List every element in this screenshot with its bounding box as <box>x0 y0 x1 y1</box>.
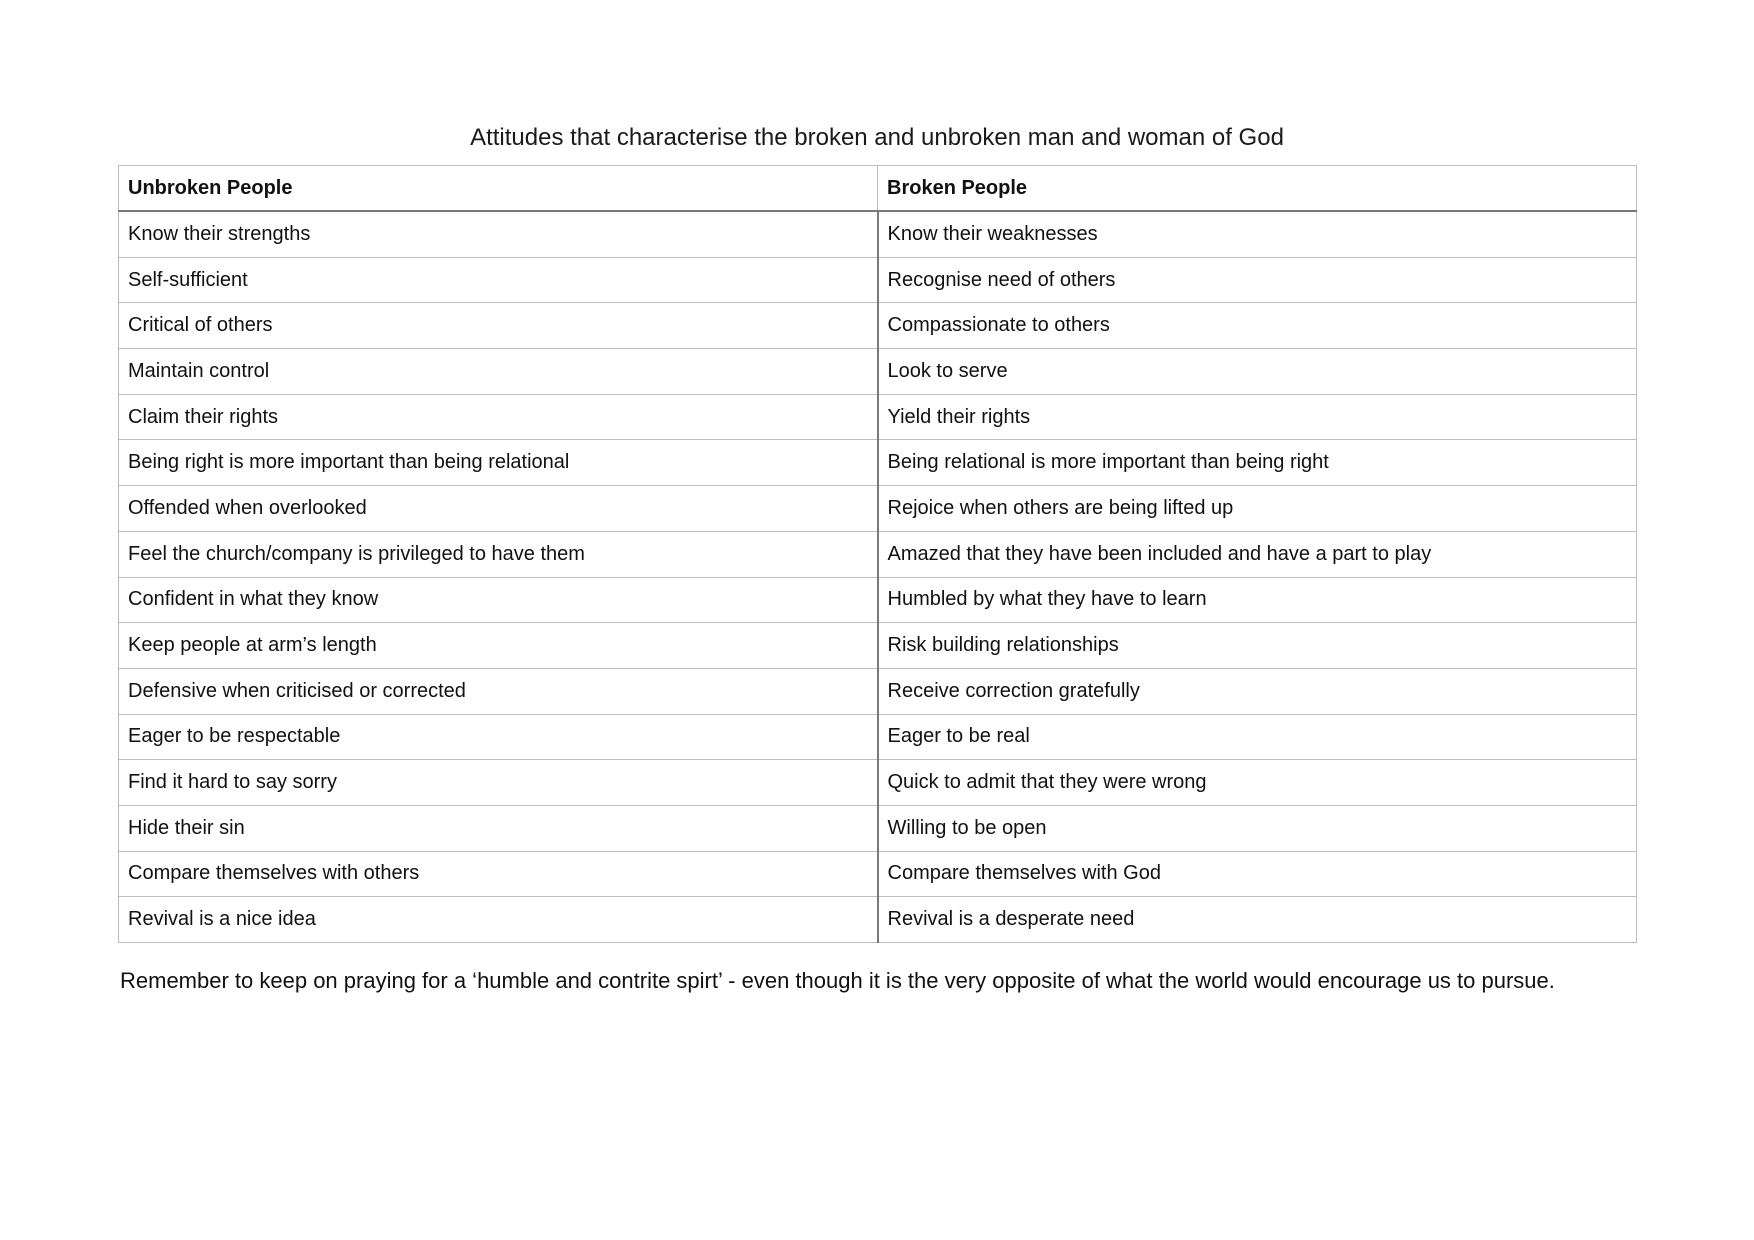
table-row <box>119 668 1637 714</box>
unbroken-attitude-cell: Feel the church/company is privileged to have them <box>119 531 878 577</box>
table-row <box>119 257 1637 303</box>
broken-attitude-cell: Revival is a desperate need <box>878 897 1637 943</box>
unbroken-attitude-cell: Being right is more important than being relational <box>119 440 878 486</box>
unbroken-attitude-cell: Confident in what they know <box>119 577 878 623</box>
table-header-row <box>119 166 1637 212</box>
broken-attitude-cell: Eager to be real <box>878 714 1637 760</box>
table-row <box>119 394 1637 440</box>
unbroken-attitude-cell: Know their strengths <box>119 211 878 257</box>
broken-attitude-cell: Yield their rights <box>878 394 1637 440</box>
table-row <box>119 349 1637 395</box>
table-row <box>119 486 1637 532</box>
unbroken-attitude-cell: Eager to be respectable <box>119 714 878 760</box>
unbroken-attitude-cell: Revival is a nice idea <box>119 897 878 943</box>
broken-attitude-cell: Compare themselves with God <box>878 851 1637 897</box>
broken-attitude-cell: Quick to admit that they were wrong <box>878 760 1637 806</box>
broken-attitude-cell: Being relational is more important than being right <box>878 440 1637 486</box>
broken-attitude-cell: Rejoice when others are being lifted up <box>878 486 1637 532</box>
attitudes-table <box>118 165 1637 943</box>
unbroken-attitude-cell: Compare themselves with others <box>119 851 878 897</box>
unbroken-attitude-cell: Defensive when criticised or corrected <box>119 668 878 714</box>
broken-attitude-cell: Risk building relationships <box>878 623 1637 669</box>
table-row <box>119 211 1637 257</box>
unbroken-attitude-cell: Maintain control <box>119 349 878 395</box>
broken-attitude-cell: Look to serve <box>878 349 1637 395</box>
table-row <box>119 760 1637 806</box>
column-header-unbroken: Unbroken People <box>119 166 878 212</box>
table-row <box>119 623 1637 669</box>
table-row <box>119 714 1637 760</box>
broken-attitude-cell: Willing to be open <box>878 805 1637 851</box>
table-row <box>119 577 1637 623</box>
table-row <box>119 805 1637 851</box>
table-row <box>119 531 1637 577</box>
broken-attitude-cell: Humbled by what they have to learn <box>878 577 1637 623</box>
table-row <box>119 851 1637 897</box>
unbroken-attitude-cell: Critical of others <box>119 303 878 349</box>
broken-attitude-cell: Recognise need of others <box>878 257 1637 303</box>
unbroken-attitude-cell: Self-sufficient <box>119 257 878 303</box>
document-title: Attitudes that characterise the broken and unbroken man and woman of God <box>470 124 1284 151</box>
table-row <box>119 440 1637 486</box>
unbroken-attitude-cell: Find it hard to say sorry <box>119 760 878 806</box>
closing-note: Remember to keep on praying for a ‘humble and contrite spirt’ - even though it is the very opposite of what the world would encourage us to pursue. <box>120 968 1555 993</box>
column-header-broken: Broken People <box>878 166 1637 212</box>
table-row <box>119 303 1637 349</box>
unbroken-attitude-cell: Claim their rights <box>119 394 878 440</box>
unbroken-attitude-cell: Offended when overlooked <box>119 486 878 532</box>
broken-attitude-cell: Know their weaknesses <box>878 211 1637 257</box>
broken-attitude-cell: Amazed that they have been included and have a part to play <box>878 531 1637 577</box>
broken-attitude-cell: Compassionate to others <box>878 303 1637 349</box>
unbroken-attitude-cell: Hide their sin <box>119 805 878 851</box>
table-row <box>119 897 1637 943</box>
unbroken-attitude-cell: Keep people at arm’s length <box>119 623 878 669</box>
broken-attitude-cell: Receive correction gratefully <box>878 668 1637 714</box>
